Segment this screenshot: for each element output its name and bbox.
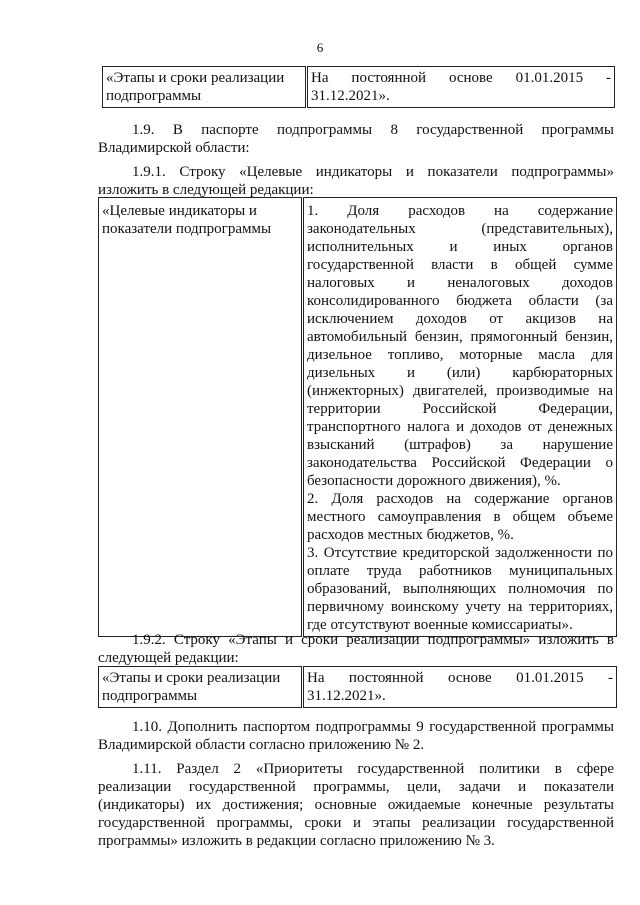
paragraph-line: 1.9. В паспорте подпрограммы 8 государственной программы bbox=[132, 122, 614, 138]
paragraph-line: 1.9.1. Строку «Целевые индикаторы и показатели подпрограммы» bbox=[132, 164, 614, 180]
indicator-line: консолидированного бюджета области (за bbox=[307, 293, 613, 309]
paragraph-line: 1.9.2. Строку «Этапы и сроки реализации подпрограммы» изложить в bbox=[132, 632, 614, 648]
paragraph-line: государственной программы, сроки и этапы реализации государственной bbox=[98, 815, 614, 831]
table3-left-line: подпрограммы bbox=[102, 688, 198, 704]
table3-right-line: На постоянной основе 01.01.2015 - bbox=[307, 670, 613, 686]
paragraph-line: Владимирской области: bbox=[98, 140, 250, 156]
indicator-line: дизельное топливо, моторные масла для bbox=[307, 347, 613, 363]
indicator-line: 2. Доля расходов на содержание органов bbox=[307, 491, 613, 507]
indicator-line: законодательных (представительных), bbox=[307, 221, 613, 237]
indicator-line: автомобильный бензин, прямогонный бензин, bbox=[307, 329, 613, 345]
indicator-line: 3. Отсутствие кредиторской задолженности по bbox=[307, 545, 613, 561]
indicator-line: местного самоуправления в общем объеме bbox=[307, 509, 613, 525]
table-subprogram-stages-2 bbox=[98, 666, 617, 708]
table2-left-line: показатели подпрограммы bbox=[102, 221, 272, 237]
paragraph-1-9-1 bbox=[98, 163, 614, 199]
indicator-line: расходов местных бюджетов, %. bbox=[307, 527, 514, 543]
paragraph-line: следующей редакции: bbox=[98, 650, 239, 666]
table1-right-line: 31.12.2021». bbox=[311, 88, 390, 104]
table3-left-line: «Этапы и сроки реализации bbox=[102, 670, 281, 686]
paragraph-line: Владимирской области согласно приложению № 2. bbox=[98, 737, 425, 753]
indicator-line: оплате труда работников муниципальных bbox=[307, 563, 613, 579]
indicator-line: исполнительных и иных органов bbox=[307, 239, 613, 255]
paragraph-line: 1.11. Раздел 2 «Приоритеты государственной политики в сфере bbox=[132, 761, 614, 777]
indicator-item-1 bbox=[307, 202, 613, 490]
paragraph-line: программы» изложить в редакции согласно приложению № 3. bbox=[98, 833, 495, 849]
paragraph-line: изложить в следующей редакции: bbox=[98, 182, 314, 198]
indicator-line: дизельных и (или) карбюраторных bbox=[307, 365, 613, 381]
indicator-line: взысканий (штрафов) за нарушение bbox=[307, 437, 613, 453]
indicator-line: территории Российской Федерации, bbox=[307, 401, 613, 417]
table1-left-line: подпрограммы bbox=[106, 88, 202, 104]
indicator-line: первичному воинскому учету на территориях, bbox=[307, 599, 613, 615]
table1-right-line: На постоянной основе 01.01.2015 - bbox=[311, 70, 611, 86]
table3-left-cell bbox=[99, 667, 303, 708]
indicator-line: государственной власти в общей сумме bbox=[307, 257, 613, 273]
indicator-line: исключением доходов от акцизов на bbox=[307, 311, 613, 327]
table-target-indicators bbox=[98, 197, 617, 637]
paragraph-line: 1.10. Дополнить паспортом подпрограммы 9 государственной программы bbox=[132, 719, 614, 735]
indicator-line: 1. Доля расходов на содержание bbox=[307, 203, 613, 219]
paragraph-1-9 bbox=[98, 121, 614, 157]
paragraph-1-11 bbox=[98, 760, 614, 850]
indicator-line: безопасности дорожного движения), %. bbox=[307, 473, 561, 489]
paragraph-line: (индикаторы) их достижения; основные ожидаемые конечные результаты bbox=[98, 797, 614, 813]
table1-right-cell bbox=[307, 67, 615, 108]
table2-left-cell bbox=[99, 198, 303, 637]
table3-right-cell bbox=[303, 667, 617, 708]
table2-left-line: «Целевые индикаторы и bbox=[102, 203, 257, 219]
indicator-item-2 bbox=[307, 490, 613, 544]
indicator-line: налоговых и неналоговых доходов bbox=[307, 275, 613, 291]
indicator-line: где отсутствуют военные комиссариаты». bbox=[307, 617, 573, 633]
table1-left-cell bbox=[103, 67, 307, 108]
table1-left-line: «Этапы и сроки реализации bbox=[106, 70, 285, 86]
paragraph-1-9-2 bbox=[98, 631, 614, 667]
paragraph-line: реализации государственной программы, цели, задачи и показатели bbox=[98, 779, 614, 795]
page-number: 6 bbox=[316, 40, 324, 55]
table-subprogram-stages-1 bbox=[102, 66, 615, 108]
indicator-line: образований, выполняющих полномочия по bbox=[307, 581, 613, 597]
table3-right-line: 31.12.2021». bbox=[307, 688, 386, 704]
table2-right-cell bbox=[303, 198, 617, 637]
indicator-item-3 bbox=[307, 544, 613, 634]
indicator-line: транспортного налога и доходов от денежных bbox=[307, 419, 613, 435]
paragraph-1-10 bbox=[98, 718, 614, 754]
indicator-line: законодательства Российской Федерации о bbox=[307, 455, 613, 471]
indicator-line: (инжекторных) двигателей, производимые на bbox=[307, 383, 613, 399]
